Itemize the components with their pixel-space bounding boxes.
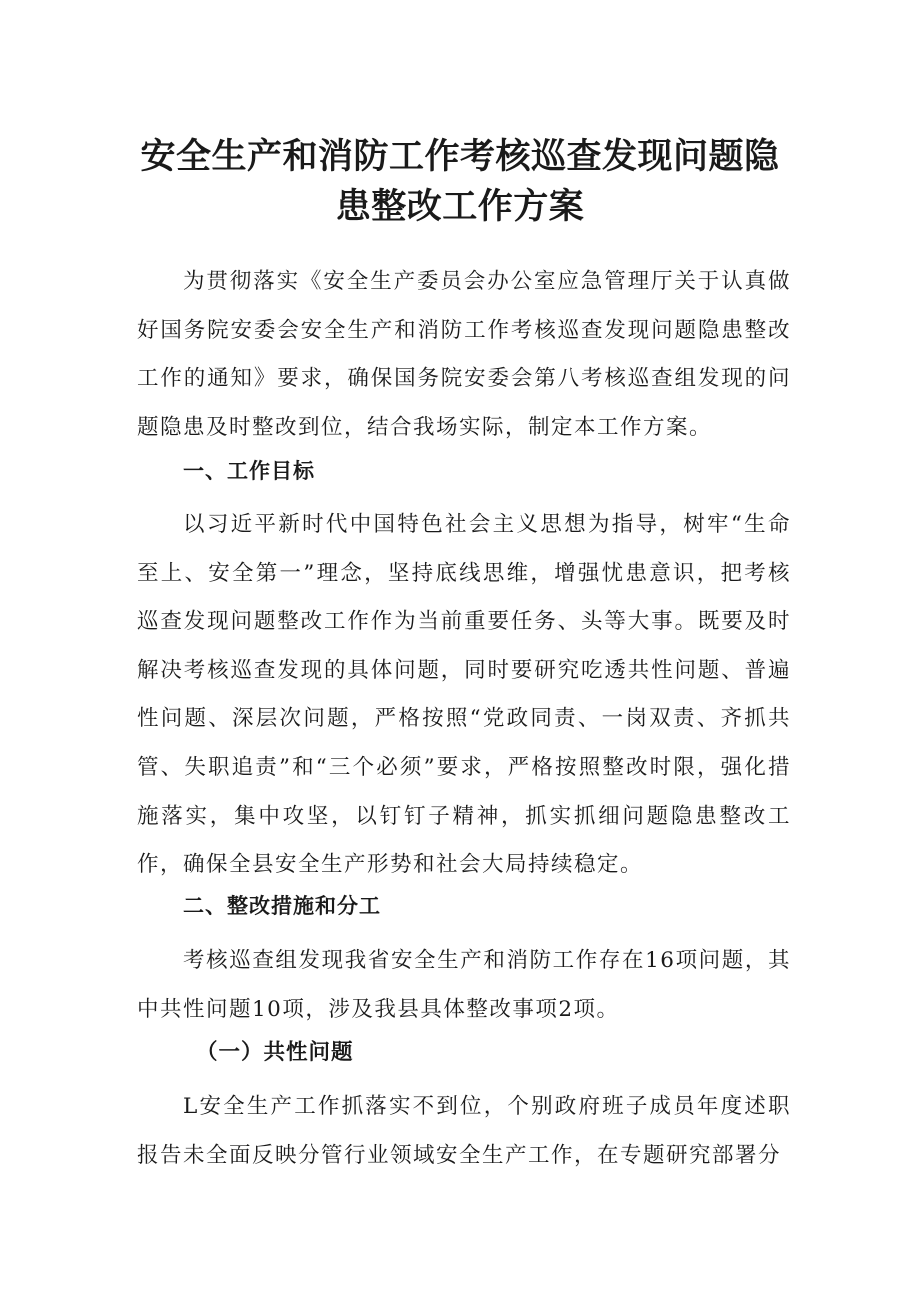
section-paragraph-work-goals: 以习近平新时代中国特色社会主义思想为指导，树牢“生命至上、安全第一”理念，坚持底线思维，增强忧患意识，把考核巡查发现问题整改工作作为当前重要任务、头等大事。既要及时解决考核巡查发现的具体问题，同时要研究吃透共性问题、普遍性问题、深层次问题，严格按照“党政同责、一岗双责、齐抓共管、失职追责”和“三个必须”要求，严格按照整改时限，强化措施落实，集中攻坚，以钉钉子精神，抓实抓细问题隐患整改工作，确保全县安全生产形势和社会大局持续稳定。 <box>137 512 791 878</box>
list-item-paragraph-1: L安全生产工作抓落实不到位，个别政府班子成员年度述职报告未全面反映分管行业领域安全生产工作，在专题研究部署分 <box>137 1094 791 1168</box>
intro-paragraph: 为贯彻落实《安全生产委员会办公室应急管理厅关于认真做好国务院安委会安全生产和消防工作考核巡查发现问题隐患整改工作的通知》要求，确保国务院安委会第八考核巡查组发现的问题隐患及时整改到位，结合我场实际，制定本工作方案。 <box>137 269 791 440</box>
section-heading-work-goals: 一、工作目标 <box>183 459 315 483</box>
document-title-line-1: 安全生产和消防工作考核巡查发现问题隐 <box>140 137 780 177</box>
section-heading-rectification-measures: 二、整改措施和分工 <box>183 894 381 918</box>
subsection-heading-common-issues: （一）共性问题 <box>196 1040 354 1065</box>
document-title-line-2: 患整改工作方案 <box>335 187 585 227</box>
section-paragraph-rectification-measures: 考核巡查组发现我省安全生产和消防工作存在16项问题，其中共性问题10项，涉及我县具体整改事项2项。 <box>137 948 791 1022</box>
